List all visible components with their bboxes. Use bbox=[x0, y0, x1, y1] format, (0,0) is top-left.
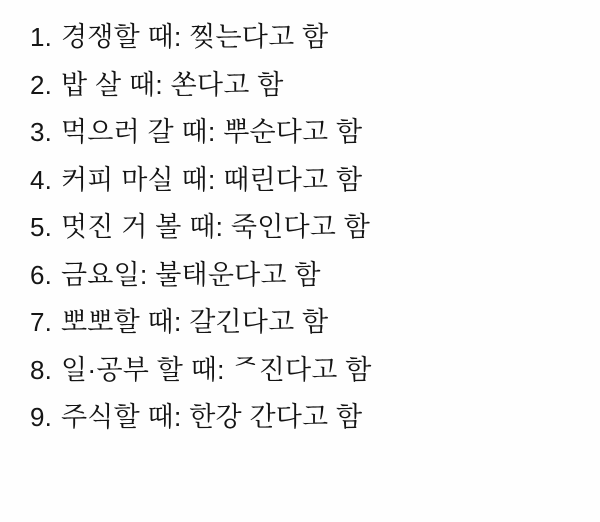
list-item-text: 주식할 때: 한강 간다고 함 bbox=[61, 402, 363, 432]
list-item-text: 일·공부 할 때: ᄌ진다고 함 bbox=[61, 354, 372, 385]
list-item-number: 3. bbox=[30, 117, 53, 147]
list-item bbox=[0, 157, 600, 205]
list-item bbox=[0, 252, 600, 300]
list-item-number: 2. bbox=[30, 69, 53, 100]
list-item-text: 커피 마실 때: 때린다고 함 bbox=[61, 164, 363, 195]
list-item-number: 4. bbox=[30, 164, 53, 195]
list-item bbox=[0, 394, 600, 442]
list-item bbox=[0, 14, 600, 62]
list-item bbox=[0, 299, 600, 347]
list-item-text: 경쟁할 때: 찢는다고 함 bbox=[61, 22, 329, 52]
list-item-text: 먹으러 갈 때: 뿌순다고 함 bbox=[61, 117, 363, 147]
list-item-number: 9. bbox=[30, 402, 53, 432]
list-item-number: 1. bbox=[30, 22, 53, 52]
list-item-number: 6. bbox=[30, 259, 53, 290]
list-item-number: 8. bbox=[30, 354, 53, 385]
list-item-number: 7. bbox=[30, 307, 53, 337]
list-item-text: 멋진 거 볼 때: 죽인다고 함 bbox=[61, 212, 371, 242]
list-item bbox=[0, 347, 600, 395]
list-item bbox=[0, 62, 600, 110]
list-item-text: 금요일: 불태운다고 함 bbox=[61, 259, 321, 290]
numbered-list bbox=[0, 14, 600, 442]
list-item-text: 뽀뽀할 때: 갈긴다고 함 bbox=[61, 307, 329, 337]
list-item-number: 5. bbox=[30, 212, 53, 242]
list-item bbox=[0, 109, 600, 157]
list-item bbox=[0, 204, 600, 252]
list-item-text: 밥 살 때: 쏜다고 함 bbox=[61, 69, 284, 100]
